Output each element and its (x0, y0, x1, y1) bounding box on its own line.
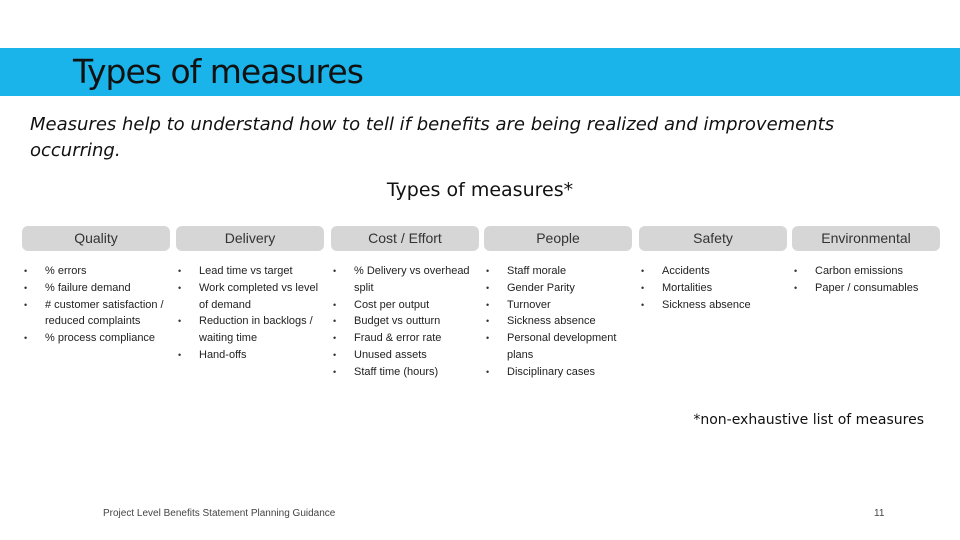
category-header: Environmental (792, 226, 940, 251)
category-safety (639, 226, 787, 313)
list-item: • Fraud & error rate (333, 332, 442, 345)
list-item: • Carbon emissions (794, 265, 904, 277)
list-item: • Sickness absence (641, 298, 751, 311)
category-cost-effort (331, 226, 479, 381)
list-item: • Budget vs outturn (333, 315, 441, 328)
list-item: • Lead time vs target (178, 265, 293, 277)
page-number: 11 (874, 508, 885, 519)
list-item: • Sickness absence (486, 315, 596, 328)
list-item: • Staff time (hours) (333, 365, 439, 378)
category-environmental (792, 226, 940, 297)
list-item: • Disciplinary cases (486, 365, 596, 378)
list-item: • % failure demand (24, 281, 131, 294)
list-item: • % process compliance (24, 332, 156, 345)
list-item: • % Delivery vs overhead split (333, 265, 470, 294)
category-header: Safety (639, 226, 787, 251)
measure-list (639, 263, 787, 313)
measure-list (22, 263, 170, 347)
list-item: • Staff morale (486, 265, 567, 277)
category-people (484, 226, 632, 381)
page-title: Types of measures (73, 52, 363, 91)
list-item: • Accidents (641, 265, 710, 277)
list-item: • Unused assets (333, 348, 427, 361)
measure-list (331, 263, 479, 381)
list-item: • Work completed vs level of demand (178, 281, 319, 311)
category-header: Quality (22, 226, 170, 251)
category-header: People (484, 226, 632, 251)
list-item: • Reduction in backlogs / waiting time (178, 315, 313, 345)
list-item: • # customer satisfaction / reduced complaints (24, 298, 164, 328)
list-item: • Turnover (486, 298, 551, 311)
measure-list (176, 263, 324, 364)
measure-list (792, 263, 940, 297)
section-subtitle: Types of measures* (386, 179, 574, 201)
intro-text: Measures help to understand how to tell if benefits are being realized and improvements occurring. (30, 114, 835, 161)
footer-text: Project Level Benefits Statement Planning Guidance (103, 508, 336, 519)
list-item: • Hand-offs (178, 348, 247, 361)
list-item: • Mortalities (641, 281, 713, 294)
category-header: Delivery (176, 226, 324, 251)
category-quality (22, 226, 170, 347)
category-delivery (176, 226, 324, 364)
list-item: • Gender Parity (486, 281, 575, 294)
list-item: • Cost per output (333, 298, 430, 311)
list-item: • Personal development plans (486, 332, 617, 361)
category-header: Cost / Effort (331, 226, 479, 251)
list-item: • % errors (24, 265, 87, 277)
footnote: *non-exhaustive list of measures (693, 412, 924, 428)
list-item: • Paper / consumables (794, 281, 919, 294)
measure-list (484, 263, 632, 381)
